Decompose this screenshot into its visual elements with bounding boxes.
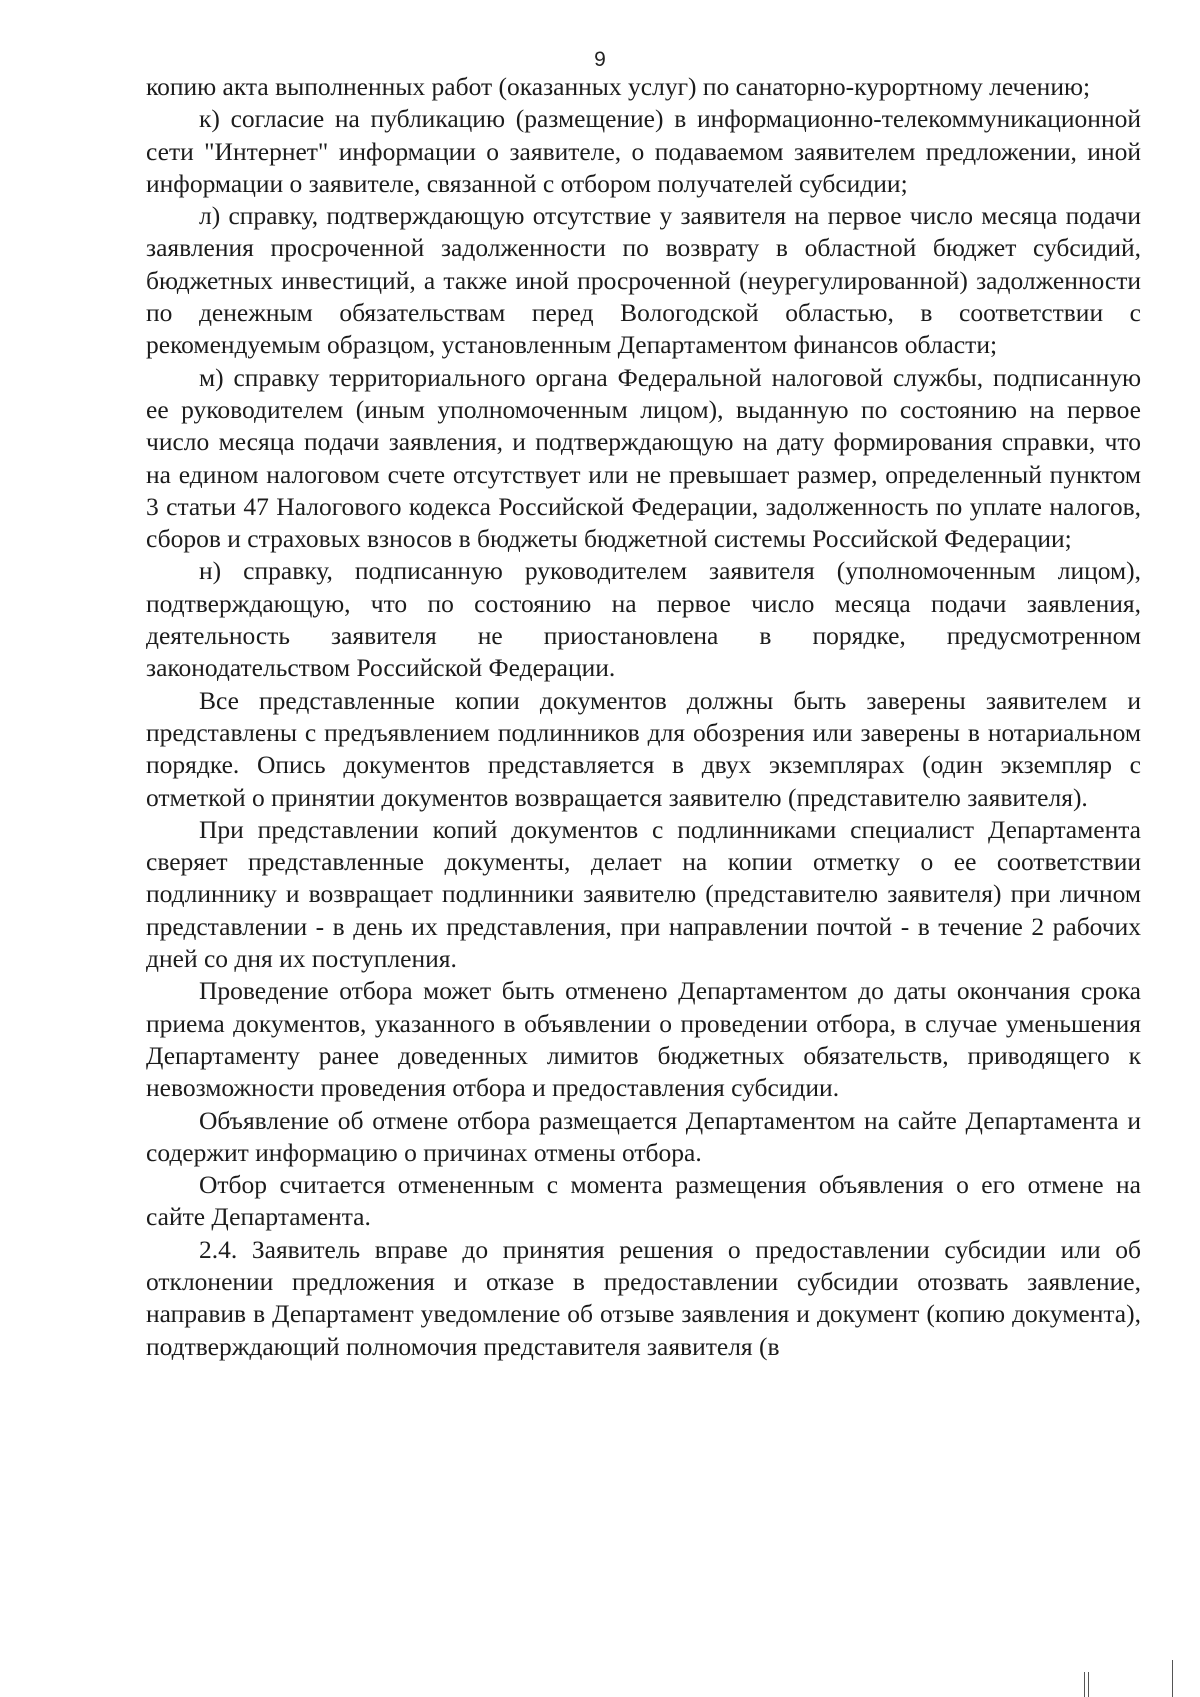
scan-artifact-mark bbox=[1088, 1672, 1089, 1697]
scan-artifact-mark bbox=[1084, 1672, 1085, 1697]
paragraph-item-n: н) справку, подписанную руководителем заявителя (уполномоченным лицом), подтверждающую, что по состоянию на первое число месяца подачи заявления, деятельность заявителя не приостановлена в порядке, предусмотренном законодательством Российской Федерации. bbox=[146, 556, 1141, 683]
paragraph-cancellation-effective: Отбор считается отмененным с момента размещения объявления о его отмене на сайте Департамента. bbox=[146, 1170, 1141, 1232]
page-number: 9 bbox=[594, 48, 606, 71]
paragraph-item-k: к) согласие на публикацию (размещение) в информационно-телекоммуникационной сети "Интернет" информации о заявителе, о подаваемом заявителем предложении, иной информации о заявителе, связанной с отбором получателей субсидии; bbox=[146, 104, 1141, 198]
paragraph-cancellation-notice: Объявление об отмене отбора размещается Департаментом на сайте Департамента и содержит информацию о причинах отмены отбора. bbox=[146, 1105, 1141, 1167]
paragraph-continuation: копию акта выполненных работ (оказанных услуг) по санаторно-курортному лечению; bbox=[146, 72, 1091, 101]
paragraph-copies-certification: Все представленные копии документов должны быть заверены заявителем и представлены с предъявлением подлинников для обозрения или заверены в нотариальном порядке. Опись документов представляется в двух экземплярах (один экземпляр с отметкой о принятии документов возвращается заявителю (представителю заявителя). bbox=[146, 685, 1141, 812]
scan-artifact-mark bbox=[1172, 1660, 1173, 1697]
paragraph-originals-verification: При представлении копий документов с подлинниками специалист Департамента сверяет представленные документы, делает на копии отметку о ее соответствии подлиннику и возвращает подлинники заявителю (представителю заявителя) при личном представлении - в день их представления, при направлении почтой - в течение 2 рабочих дней со дня их поступления. bbox=[146, 814, 1141, 974]
paragraph-item-l: л) справку, подтверждающую отсутствие у заявителя на первое число месяца подачи заявления просроченной задолженности по возврату в областной бюджет субсидий, бюджетных инвестиций, а также иной просроченной (неурегулированной) задолженности по денежным обязательствам перед Вологодской областью, в соответствии с рекомендуемым образцом, установленным Департаментом финансов области; bbox=[146, 201, 1141, 360]
paragraph-item-m: м) справку территориального органа Федеральной налоговой службы, подписанную ее руководителем (иным уполномоченным лицом), выданную по состоянию на первое число месяца подачи заявления, и подтверждающую на дату формирования справки, что на едином налоговом счете отсутствует или не превышает размер, определенный пунктом 3 статьи 47 Налогового кодекса Российской Федерации, задолженность по уплате налогов, сборов и страховых взносов в бюджеты бюджетной системы Российской Федерации; bbox=[146, 362, 1141, 554]
paragraph-section-2-4: 2.4. Заявитель вправе до принятия решения о предоставлении субсидии или об отклонении предложения и отказе в предоставлении субсидии отозвать заявление, направив в Департамент уведомление об отзыве заявления и документ (копию документа), подтверждающий полномочия представителя заявителя (в bbox=[146, 1234, 1141, 1361]
paragraph-selection-cancellation: Проведение отбора может быть отменено Департаментом до даты окончания срока приема документов, указанного в объявлении о проведении отбора, в случае уменьшения Департаменту ранее доведенных лимитов бюджетных обязательств, приводящего к невозможности проведения отбора и предоставления субсидии. bbox=[146, 976, 1141, 1103]
document-body bbox=[146, 71, 1141, 1363]
